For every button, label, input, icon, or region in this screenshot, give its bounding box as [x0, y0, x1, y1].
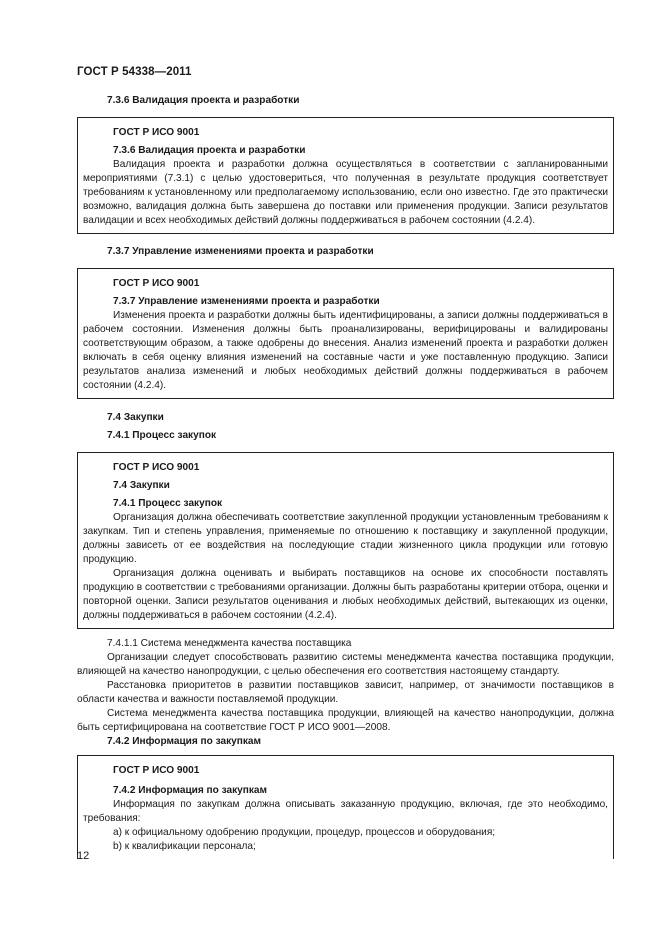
quote-label: ГОСТ Р ИСО 9001	[113, 765, 200, 776]
section-heading-7-4: 7.4 Закупки	[107, 412, 164, 423]
body-paragraph: Система менеджмента качества поставщика продукции, влияющей на качество нанопродукции, должна быть сертифицирована на соответствие ГОСТ Р ИСО 9001—2008.	[77, 708, 614, 733]
quote-paragraph: Организация должна обеспечивать соответствие закупленной продукции установленным требованиям к закупкам. Тип и степень управления, применяемые по отношению к поставщику и закупленной продукции, должны зависеть от ее воздействия на последующие стадии жизненного цикла продукции или готовую продукцию.	[83, 512, 608, 565]
body-paragraph: Расстановка приоритетов в развитии поставщиков зависит, например, от значимости поставщиков в области качества и важности поставляемой продукции.	[77, 680, 614, 705]
list-item: b) к квалификации персонала;	[113, 841, 256, 852]
quote-box-7-3-7	[77, 268, 614, 399]
section-heading-7-4-2: 7.4.2 Информация по закупкам	[107, 736, 262, 747]
section-heading-7-4-1: 7.4.1 Процесс закупок	[107, 430, 217, 441]
page-body	[77, 94, 614, 859]
list-item: а) к официальному одобрению продукции, процедур, процессов и оборудования;	[113, 827, 496, 838]
quote-box-7-4-2	[77, 755, 614, 859]
quote-label: ГОСТ Р ИСО 9001	[113, 278, 200, 289]
quote-heading: 7.3.6 Валидация проекта и разработки	[113, 145, 306, 156]
quote-label: ГОСТ Р ИСО 9001	[113, 127, 200, 138]
quote-box-7-4	[77, 452, 614, 629]
quote-text: Валидация проекта и разработки должна осуществляться в соответствии с запланированными мероприятиями (7.3.1) с целью удостовериться, что полученная в результате продукция соответствует требованиям к установленному или предполагаемому использованию, если оно известно. Где это практически возможно, валидация должна быть завершена до поставки или применения продукции. Записи результатов валидации и всех необходимых действий должны поддерживаться в рабочем состоянии (4.2.4).	[83, 159, 608, 226]
quote-paragraph: Организация должна оценивать и выбирать поставщиков на основе их способности поставлять продукцию в соответствии с требованиями организации. Должны быть разработаны критерии отбора, оценки и повторной оценки. Записи результатов оценивания и любых необходимых действий, вытекающих из оценки, должны поддерживаться в рабочем состоянии (4.2.4).	[83, 568, 608, 621]
quote-label: ГОСТ Р ИСО 9001	[113, 462, 200, 473]
document-code: ГОСТ Р 54338—2011	[77, 66, 192, 78]
quote-box-7-3-6	[77, 117, 614, 234]
section-heading-7-3-7: 7.3.7 Управление изменениями проекта и разработки	[107, 246, 374, 257]
quote-text: Изменения проекта и разработки должны быть идентифицированы, а записи должны поддерживаться в рабочем состоянии. Изменения должны быть проанализированы, верифицированы и валидированы соответствующим образом, а также одобрены до внесения. Анализ изменений проекта и разработки должен включать в себя оценку влияния изменений на составные части и уже поставленную продукцию. Записи результатов анализа изменений и любых необходимых действий должны поддерживаться в рабочем состоянии (4.2.4).	[83, 310, 608, 391]
quote-heading: 7.3.7 Управление изменениями проекта и разработки	[113, 296, 380, 307]
quote-paragraph: Информация по закупкам должна описывать заказанную продукцию, включая, где это необходимо, требования:	[83, 799, 608, 824]
quote-heading: 7.4.2 Информация по закупкам	[113, 785, 268, 796]
section-heading-7-3-6: 7.3.6 Валидация проекта и разработки	[107, 95, 300, 106]
quote-heading: 7.4 Закупки	[113, 480, 170, 491]
section-heading-7-4-1-1: 7.4.1.1 Система менеджмента качества поставщика	[107, 638, 352, 649]
body-paragraph: Организации следует способствовать развитию системы менеджмента качества поставщика продукции, влияющей на качество нанопродукции, с целью обеспечения его соответствия настоящему стандарту.	[77, 652, 614, 677]
page-number: 12	[77, 850, 90, 862]
quote-subheading: 7.4.1 Процесс закупок	[113, 498, 223, 509]
